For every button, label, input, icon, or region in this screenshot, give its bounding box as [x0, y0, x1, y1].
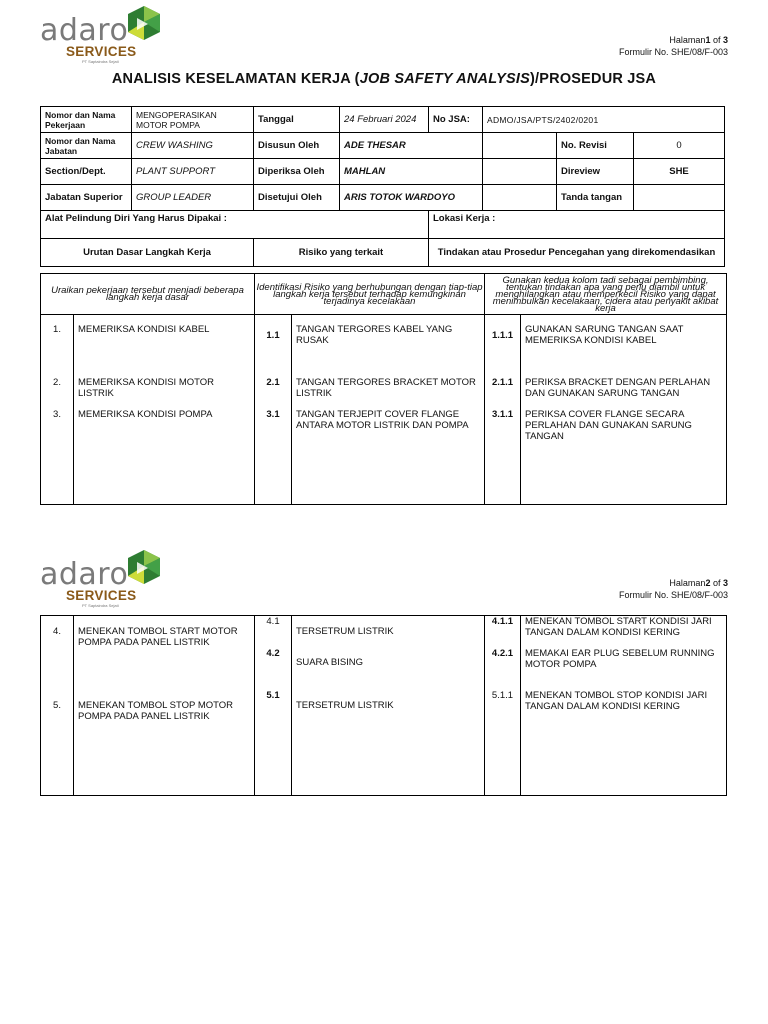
value-diperiksa-oleh: MAHLAN: [340, 159, 483, 185]
halaman-total: 3: [722, 35, 728, 45]
value-no-revisi: 0: [634, 133, 725, 159]
step-number: 4.: [53, 626, 61, 637]
title-part-1: ANALISIS KESELAMATAN KERJA (: [111, 71, 360, 87]
step-text: MEMERIKSA KONDISI POMPA: [78, 409, 213, 420]
steps-table-page-1: [40, 273, 727, 505]
risk-text-column: [292, 315, 485, 505]
risk-number: 5.1: [266, 690, 280, 701]
form-number: Formulir No. SHE/08/F-003: [618, 590, 728, 600]
label-nomor-nama-pekerjaan: Nomor dan Nama Pekerjaan: [41, 107, 132, 133]
label-tanda-tangan: Tanda tangan: [557, 185, 634, 211]
logo-wordmark: adaro: [40, 13, 129, 48]
value-disetujui-oleh: ARIS TOTOK WARDOYO: [340, 185, 483, 211]
step-text: MENEKAN TOMBOL START MOTOR POMPA PADA PANEL LISTRIK: [78, 626, 238, 648]
step-text: MEMERIKSA KONDISI KABEL: [78, 324, 210, 335]
action-number: 4.1.1: [491, 616, 514, 627]
hint-risks: Identifikasi Risiko yang berhubungan dengan tiap-tiap langkah kerja tersebut terhadap kemungkinan terjadinya kecelakaan: [255, 274, 485, 315]
column-header-risks: Risiko yang terkait: [254, 239, 429, 267]
page-number-block: [619, 577, 728, 601]
info-table: [40, 106, 725, 267]
value-tanggal: 24 Februari 2024: [340, 107, 429, 133]
value-section: PLANT SUPPORT: [132, 159, 254, 185]
hint-actions: Gunakan kedua kolom tadi sebagai pembimbing, tentukan tindakan apa yang perlu diambil untuk menghilangkan atau memperkecil Risiko yang dapat menimbulkan kecelakaan, cidera atau penyakit akibat kerja: [485, 274, 727, 315]
title-part-3: )/PROSEDUR JSA: [530, 71, 657, 87]
form-number: Formulir No. SHE/08/F-003: [618, 47, 728, 57]
label-disusun-oleh: Disusun Oleh: [254, 133, 340, 159]
steps-table-page-2: [40, 615, 727, 796]
action-text-column: [521, 315, 727, 505]
step-text-column: [74, 315, 255, 505]
label-lokasi-kerja: Lokasi Kerja :: [429, 211, 725, 239]
step-number-column: [41, 616, 74, 796]
hint-steps: Uraikan pekerjaan tersebut menjadi beberapa langkah kerja dasar: [41, 274, 255, 315]
company-logo: [40, 552, 170, 612]
risk-text: TERSETRUM LISTRIK: [296, 626, 394, 637]
page-number-block: [619, 34, 728, 58]
logo-emblem-icon: [124, 548, 164, 588]
step-number: 2.: [53, 377, 61, 388]
action-number: 3.1.1: [491, 409, 514, 420]
step-number: 5.: [53, 700, 61, 711]
label-apd: Alat Pelindung Diri Yang Harus Dipakai :: [41, 211, 429, 239]
halaman-label: Halaman: [669, 578, 706, 588]
blank-cell: [483, 159, 557, 185]
risk-text: TANGAN TERGORES KABEL YANG RUSAK: [296, 324, 453, 346]
step-number: 1.: [53, 324, 61, 335]
logo-services: SERVICES: [66, 588, 137, 603]
step-number-column: [41, 315, 74, 505]
logo-emblem-icon: [124, 4, 164, 44]
label-jabatan-superior: Jabatan Superior: [41, 185, 132, 211]
logo-wordmark: adaro: [40, 557, 129, 592]
company-logo: [40, 8, 170, 68]
halaman-total: 3: [722, 578, 728, 588]
blank-cell: [483, 185, 557, 211]
action-text: PERIKSA BRACKET DENGAN PERLAHAN DAN GUNAKAN SARUNG TANGAN: [525, 377, 711, 399]
label-disetujui-oleh: Disetujui Oleh: [254, 185, 340, 211]
label-no-revisi: No. Revisi: [557, 133, 634, 159]
value-jabatan-superior: GROUP LEADER: [132, 185, 254, 211]
halaman-number: 2: [705, 578, 711, 588]
risk-number-column: [255, 315, 292, 505]
risk-number: 2.1: [266, 377, 280, 388]
action-text: PERIKSA COVER FLANGE SECARA PERLAHAN DAN GUNAKAN SARUNG TANGAN: [525, 409, 692, 442]
step-number: 3.: [53, 409, 61, 420]
risk-text: SUARA BISING: [296, 657, 364, 668]
risk-text: TERSETRUM LISTRIK: [296, 700, 394, 711]
blank-cell: [483, 133, 557, 159]
action-number: 2.1.1: [491, 377, 514, 388]
halaman-of: of: [710, 35, 723, 45]
value-nomor-nama-pekerjaan: MENGOPERASIKAN MOTOR POMPA: [132, 107, 254, 133]
logo-tagline: PT Saptaindra Sejati: [82, 603, 119, 608]
halaman-label: Halaman: [669, 35, 706, 45]
action-text: MEMAKAI EAR PLUG SEBELUM RUNNING MOTOR POMPA: [525, 648, 715, 670]
logo-services: SERVICES: [66, 44, 137, 59]
step-text: MEMERIKSA KONDISI MOTOR LISTRIK: [78, 377, 215, 399]
halaman-number: 1: [705, 35, 711, 45]
title-part-2: JOB SAFETY ANALYSIS: [359, 71, 531, 87]
risk-number: 4.1: [266, 616, 280, 627]
action-number: 4.2.1: [491, 648, 514, 659]
page-title: [0, 71, 768, 87]
value-direview: SHE: [634, 159, 725, 185]
label-diperiksa-oleh: Diperiksa Oleh: [254, 159, 340, 185]
label-tanggal: Tanggal: [254, 107, 340, 133]
label-nomor-nama-jabatan: Nomor dan Nama Jabatan: [41, 133, 132, 159]
label-direview: Direview: [557, 159, 634, 185]
risk-text-column: [292, 616, 485, 796]
action-number-column: [485, 616, 521, 796]
label-section: Section/Dept.: [41, 159, 132, 185]
risk-number-column: [255, 616, 292, 796]
column-header-steps: Urutan Dasar Langkah Kerja: [41, 239, 254, 267]
risk-text: TANGAN TERGORES BRACKET MOTOR LISTRIK: [296, 377, 476, 399]
action-number-column: [485, 315, 521, 505]
step-text: MENEKAN TOMBOL STOP MOTOR POMPA PADA PANEL LISTRIK: [78, 700, 234, 722]
value-disusun-oleh: ADE THESAR: [340, 133, 483, 159]
step-text-column: [74, 616, 255, 796]
action-text: MENEKAN TOMBOL START KONDISI JARI TANGAN DALAM KONDISI KERING: [525, 616, 712, 638]
action-text-column: [521, 616, 727, 796]
risk-number: 4.2: [266, 648, 280, 659]
column-header-actions: Tindakan atau Prosedur Pencegahan yang direkomendasikan: [429, 239, 725, 267]
label-no-jsa: No JSA:: [429, 107, 483, 133]
risk-number: 3.1: [266, 409, 280, 420]
signature-field[interactable]: [634, 185, 725, 211]
value-no-jsa: ADMO/JSA/PTS/2402/0201: [483, 107, 725, 133]
halaman-of: of: [710, 578, 723, 588]
action-text: GUNAKAN SARUNG TANGAN SAAT MEMERIKSA KONDISI KABEL: [525, 324, 684, 346]
value-nomor-nama-jabatan: CREW WASHING: [132, 133, 254, 159]
action-number: 1.1.1: [491, 330, 514, 341]
action-number: 5.1.1: [491, 690, 514, 701]
risk-number: 1.1: [266, 330, 280, 341]
risk-text: TANGAN TERJEPIT COVER FLANGE ANTARA MOTOR LISTRIK DAN POMPA: [296, 409, 469, 431]
action-text: MENEKAN TOMBOL STOP KONDISI JARI TANGAN DALAM KONDISI KERING: [525, 690, 708, 712]
logo-tagline: PT Saptaindra Sejati: [82, 59, 119, 64]
